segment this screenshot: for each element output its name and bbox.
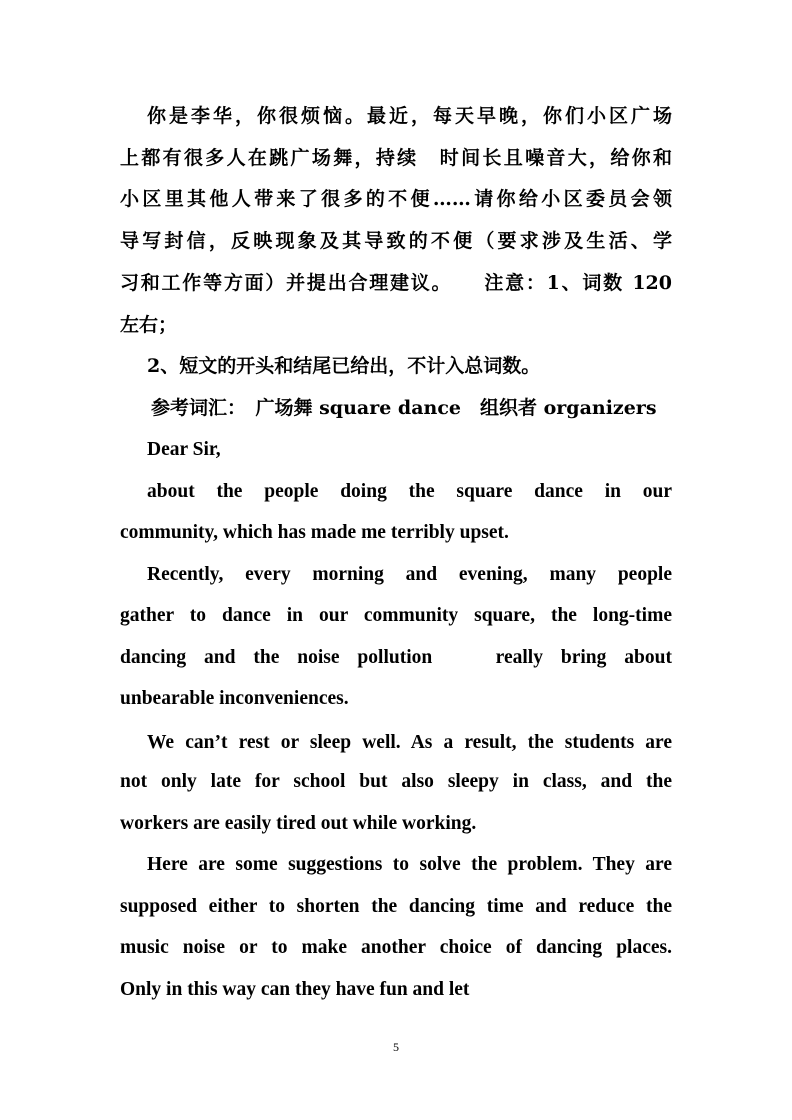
letter-line-7: We can’t rest or sleep well. As a result, the students are bbox=[147, 732, 672, 753]
letter-line-11: supposed either to shorten the dancing time and reduce the bbox=[120, 896, 672, 917]
letter-salutation: Dear Sir, bbox=[147, 439, 221, 460]
letter-line-8: not only late for school but also sleepy in class, and the bbox=[120, 771, 672, 792]
prompt-line-3: 小区里其他人带来了很多的不便……请你给小区委员会领 bbox=[120, 188, 672, 210]
prompt-line-4: 导写封信，反映现象及其导致的不便（要求涉及生活、学 bbox=[120, 230, 672, 252]
letter-line-6: unbearable inconveniences. bbox=[120, 688, 349, 709]
letter-line-3: Recently, every morning and evening, many people bbox=[147, 564, 672, 585]
letter-line-4: gather to dance in our community square, the long-time bbox=[120, 605, 672, 626]
page-number: 5 bbox=[393, 1040, 399, 1054]
prompt-note-2: 2、短文的开头和结尾已给出，不计入总词数。 bbox=[147, 355, 541, 377]
letter-line-10: Here are some suggestions to solve the problem. They are bbox=[147, 854, 672, 875]
letter-line-1: about the people doing the square dance in our bbox=[147, 481, 672, 502]
letter-line-12: music noise or to make another choice of dancing places. bbox=[120, 937, 672, 958]
letter-line-13: Only in this way can they have fun and let bbox=[120, 979, 470, 1000]
letter-line-5: dancing and the noise pollution really bring about bbox=[120, 647, 672, 668]
prompt-line-2: 上都有很多人在跳广场舞，持续 时间长且噪音大，给你和 bbox=[120, 147, 672, 169]
prompt-line-6: 左右； bbox=[120, 314, 178, 336]
letter-line-2: community, which has made me terribly upset. bbox=[120, 522, 509, 543]
letter-line-9: workers are easily tired out while working. bbox=[120, 813, 477, 834]
prompt-line-5: 习和工作等方面）并提出合理建议。 注意：1、词数 120 bbox=[120, 272, 672, 294]
prompt-line-1: 你是李华，你很烦恼。最近，每天早晚，你们小区广场 bbox=[147, 105, 672, 127]
prompt-vocab: 参考词汇： 广场舞 square dance 组织者 organizers bbox=[151, 397, 657, 419]
